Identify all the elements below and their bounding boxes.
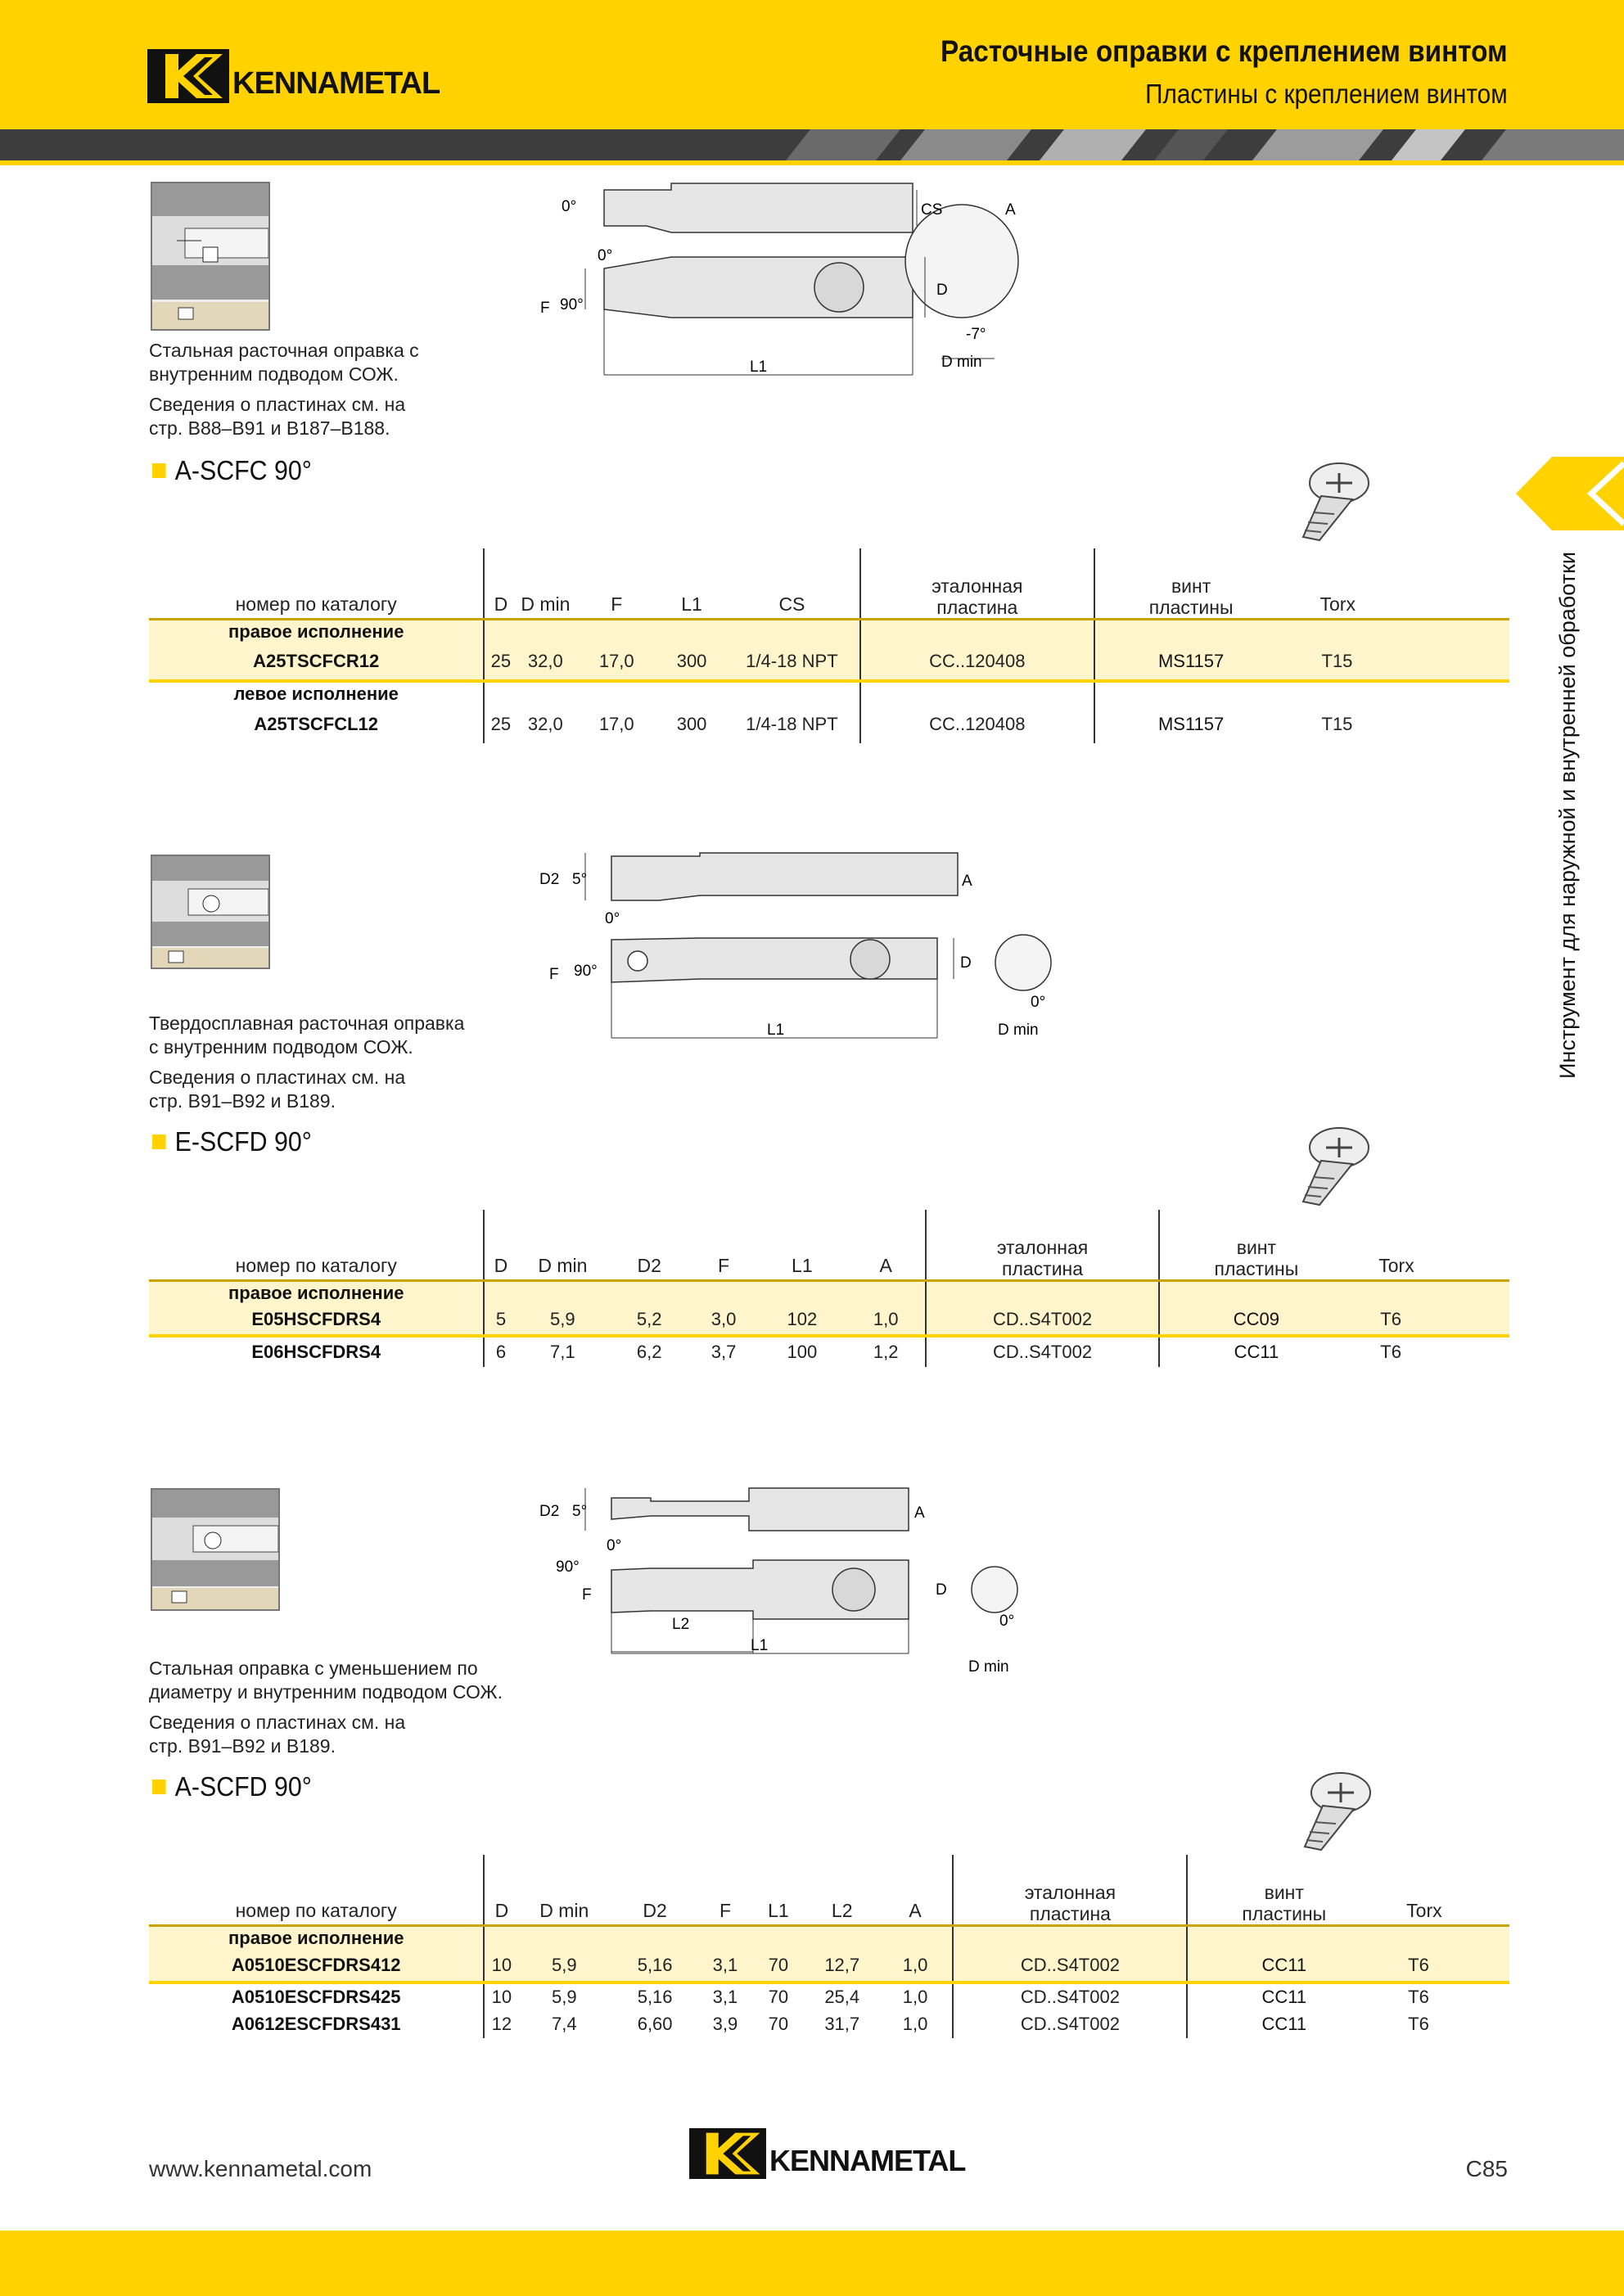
cell-f: 3,1 bbox=[712, 1987, 738, 2007]
section2-description bbox=[149, 1012, 464, 1113]
footer-kennametal-logo bbox=[689, 2128, 965, 2179]
footer-url-link[interactable]: www.kennametal.com bbox=[149, 2156, 372, 2181]
section3-spec-table bbox=[149, 1855, 1509, 2038]
section2-title-text: E-SCFD 90° bbox=[174, 1126, 312, 1157]
page-title: Расточные оправки с креплением винтом bbox=[941, 34, 1508, 68]
side-tab-label: Инструмент для наружной и внутренней обработки bbox=[1555, 552, 1580, 1079]
drawing-label: 0° bbox=[607, 1537, 622, 1554]
boring-bar-thumbnail-1 bbox=[151, 182, 270, 331]
col-header: L1 bbox=[751, 1855, 806, 1925]
catalog-number: A0612ESCFDRS431 bbox=[231, 2014, 401, 2034]
drawing-label: L1 bbox=[751, 1637, 769, 1654]
group-label: правое исполнение bbox=[149, 619, 484, 643]
kennametal-logo bbox=[147, 49, 440, 103]
cell-d: 6 bbox=[484, 1336, 517, 1367]
drawing-label: F bbox=[582, 1586, 592, 1604]
catalog-number: E06HSCFDRS4 bbox=[251, 1342, 381, 1362]
footer-bar bbox=[0, 2231, 1624, 2296]
col-header: D bbox=[484, 1210, 517, 1280]
cell-d: 10 bbox=[484, 1950, 518, 1982]
col-header: F bbox=[690, 1210, 757, 1280]
section3-ref-line: Сведения о пластинах см. на bbox=[149, 1712, 406, 1733]
section2-ref-line: Сведения о пластинах см. на bbox=[149, 1067, 406, 1088]
section1-desc-line: Стальная расточная оправка с bbox=[149, 340, 419, 361]
group-label: правое исполнение bbox=[149, 1280, 484, 1305]
section1-title-text: A-SCFC 90° bbox=[174, 455, 312, 485]
cell-l2: 12,7 bbox=[806, 1950, 878, 1982]
yellow-bullet-icon bbox=[152, 1780, 166, 1794]
group-label: левое исполнение bbox=[233, 683, 399, 704]
drawing-label: 0° bbox=[562, 198, 577, 215]
cell-screw: MS1157 bbox=[1094, 643, 1288, 681]
section3-title-text: A-SCFD 90° bbox=[174, 1771, 312, 1802]
table-row bbox=[149, 1305, 1509, 1336]
section3-description bbox=[149, 1657, 503, 1758]
cell-dmin: 32,0 bbox=[517, 643, 574, 681]
drawing-label: L1 bbox=[767, 1022, 785, 1039]
col-header: эталонная пластина bbox=[953, 1855, 1187, 1925]
boring-bar-thumbnail-2 bbox=[151, 855, 270, 969]
drawing-label: 0° bbox=[1031, 994, 1046, 1011]
drawing-label: D bbox=[960, 954, 972, 972]
drawing-label: A bbox=[962, 873, 972, 890]
side-tab-chevron-icon bbox=[1516, 457, 1624, 530]
cell-insert: CC..120408 bbox=[860, 706, 1094, 743]
cell-screw: CC09 bbox=[1159, 1305, 1352, 1336]
cell-f: 3,0 bbox=[690, 1305, 757, 1336]
cell-d: 12 bbox=[484, 2010, 518, 2038]
col-header: винт пластины bbox=[1159, 1210, 1352, 1280]
cell-insert: CD..S4T002 bbox=[926, 1305, 1160, 1336]
cell-f: 17,0 bbox=[574, 643, 659, 681]
catalog-number: E05HSCFDRS4 bbox=[149, 1305, 484, 1336]
yellow-bullet-icon bbox=[152, 463, 166, 478]
cell-torx: T6 bbox=[1408, 1987, 1429, 2007]
page-number: C85 bbox=[1465, 2156, 1508, 2181]
col-header: A bbox=[847, 1210, 926, 1280]
cell-insert: CD..S4T002 bbox=[926, 1336, 1160, 1367]
col-header: Torx bbox=[1288, 548, 1510, 619]
cell-d2: 6,2 bbox=[636, 1342, 662, 1362]
page-subtitle: Пластины с креплением винтом bbox=[1145, 79, 1508, 109]
section1-description bbox=[149, 339, 419, 440]
cell-cs: 1/4-18 NPT bbox=[746, 714, 838, 734]
cell-d2: 5,2 bbox=[608, 1305, 690, 1336]
cell-insert: CD..S4T002 bbox=[953, 1982, 1187, 2010]
drawing-label: D bbox=[936, 282, 948, 299]
table-row bbox=[149, 1336, 1509, 1367]
col-header: L1 bbox=[757, 1210, 847, 1280]
cell-l2: 31,7 bbox=[824, 2014, 860, 2034]
cell-screw: CC11 bbox=[1187, 2010, 1380, 2038]
drawing-label: D2 bbox=[539, 1503, 560, 1520]
section2-title bbox=[152, 1126, 312, 1157]
cell-screw: CC11 bbox=[1159, 1336, 1352, 1367]
col-header: D2 bbox=[610, 1855, 700, 1925]
cell-torx: T15 bbox=[1288, 643, 1510, 681]
cell-d: 25 bbox=[484, 643, 517, 681]
drawing-label: D bbox=[936, 1581, 947, 1599]
cell-insert: CD..S4T002 bbox=[953, 2010, 1187, 2038]
section1-ref-line: стр. B88–B91 и B187–B188. bbox=[149, 417, 390, 439]
col-header: номер по каталогу bbox=[149, 1855, 484, 1925]
catalog-number: A0510ESCFDRS412 bbox=[149, 1950, 484, 1982]
section1-title bbox=[152, 455, 312, 486]
cell-torx: T6 bbox=[1408, 2014, 1429, 2034]
col-header: L1 bbox=[659, 548, 724, 619]
col-header: D bbox=[484, 548, 517, 619]
cell-dmin: 5,9 bbox=[552, 1987, 577, 2007]
drawing-label: A bbox=[1005, 201, 1016, 219]
cell-d: 25 bbox=[484, 706, 517, 743]
drawing-label: F bbox=[540, 300, 550, 317]
brand-name: KENNAMETAL bbox=[232, 65, 440, 101]
table-row bbox=[149, 2010, 1509, 2038]
col-header: эталонная пластина bbox=[926, 1210, 1160, 1280]
table-row bbox=[149, 1950, 1509, 1982]
cell-a: 1,0 bbox=[902, 1987, 928, 2007]
drawing-label: D2 bbox=[539, 871, 560, 888]
section2-ref-line: стр. B91–B92 и B189. bbox=[149, 1090, 336, 1112]
drawing-label: 90° bbox=[556, 1558, 580, 1576]
col-header: Torx bbox=[1380, 1855, 1509, 1925]
section1-spec-table bbox=[149, 548, 1509, 743]
col-header: A bbox=[878, 1855, 954, 1925]
cell-dmin: 32,0 bbox=[527, 714, 563, 734]
cell-a: 1,0 bbox=[902, 2014, 928, 2034]
cell-dmin: 5,9 bbox=[518, 1950, 610, 1982]
cell-d2: 6,60 bbox=[637, 2014, 673, 2034]
cell-insert: CC..120408 bbox=[860, 643, 1094, 681]
drawing-label: 0° bbox=[999, 1613, 1015, 1630]
boring-bar-thumbnail-3 bbox=[151, 1488, 280, 1611]
section3-technical-drawing bbox=[536, 1480, 1027, 1685]
col-header: F bbox=[574, 548, 659, 619]
cell-torx: T6 bbox=[1380, 1342, 1401, 1362]
brand-name: KENNAMETAL bbox=[769, 2144, 966, 2177]
cell-insert: CD..S4T002 bbox=[953, 1950, 1187, 1982]
col-header: Torx bbox=[1352, 1210, 1509, 1280]
screw-icon bbox=[1285, 458, 1375, 548]
col-header: винт пластины bbox=[1094, 548, 1288, 619]
cell-screw: MS1157 bbox=[1094, 706, 1288, 743]
drawing-label: F bbox=[549, 966, 559, 983]
col-header: CS bbox=[724, 548, 860, 619]
drawing-label: 90° bbox=[560, 296, 584, 314]
drawing-label: CS bbox=[921, 201, 943, 219]
kennametal-k-icon bbox=[147, 49, 229, 103]
cell-d2: 5,16 bbox=[610, 1950, 700, 1982]
drawing-label: D min bbox=[968, 1658, 1009, 1676]
col-header: F bbox=[700, 1855, 751, 1925]
cell-l1: 300 bbox=[659, 643, 724, 681]
cell-a: 1,0 bbox=[878, 1950, 954, 1982]
screw-icon bbox=[1285, 1123, 1375, 1213]
section2-technical-drawing bbox=[536, 848, 1076, 1053]
col-header: D min bbox=[518, 1855, 610, 1925]
cell-l1: 100 bbox=[787, 1342, 818, 1362]
catalog-number: A0510ESCFDRS425 bbox=[231, 1987, 401, 2007]
cell-d: 10 bbox=[484, 1982, 518, 2010]
drawing-label: A bbox=[914, 1504, 925, 1522]
col-header: L2 bbox=[806, 1855, 878, 1925]
cell-dmin: 7,4 bbox=[552, 2014, 577, 2034]
kennametal-k-icon bbox=[689, 2128, 766, 2179]
table-row bbox=[149, 706, 1509, 743]
drawing-label: L1 bbox=[750, 359, 768, 376]
col-header: винт пластины bbox=[1187, 1855, 1380, 1925]
cell-f: 3,1 bbox=[700, 1950, 751, 1982]
cell-f: 3,7 bbox=[710, 1342, 737, 1362]
table-row bbox=[149, 643, 1509, 681]
cell-l1: 300 bbox=[676, 714, 707, 734]
col-header: D bbox=[484, 1855, 518, 1925]
drawing-label: D min bbox=[941, 354, 982, 371]
cell-torx: T6 bbox=[1352, 1305, 1509, 1336]
section1-desc-line: внутренним подводом СОЖ. bbox=[149, 363, 399, 385]
cell-a: 1,0 bbox=[847, 1305, 926, 1336]
yellow-bullet-icon bbox=[152, 1134, 166, 1149]
col-header: D2 bbox=[608, 1210, 690, 1280]
drawing-label: L2 bbox=[672, 1616, 690, 1633]
group-label: правое исполнение bbox=[149, 1925, 484, 1950]
section1-technical-drawing bbox=[540, 178, 1031, 383]
col-header: номер по каталогу bbox=[149, 1210, 484, 1280]
cell-dmin: 5,9 bbox=[517, 1305, 608, 1336]
col-header: номер по каталогу bbox=[149, 548, 484, 619]
drawing-label: 0° bbox=[598, 247, 613, 264]
drawing-label: 0° bbox=[605, 910, 620, 927]
drawing-label: D min bbox=[998, 1022, 1039, 1039]
header-yellow-line bbox=[0, 160, 1624, 165]
screw-icon bbox=[1287, 1768, 1377, 1858]
drawing-label: 5° bbox=[572, 1503, 588, 1520]
table-row bbox=[149, 1982, 1509, 2010]
cell-dmin: 7,1 bbox=[550, 1342, 575, 1362]
cell-l1: 70 bbox=[768, 1987, 789, 2007]
cell-torx: T15 bbox=[1321, 714, 1353, 734]
cell-l2: 25,4 bbox=[824, 1987, 860, 2007]
col-header: эталонная пластина bbox=[860, 548, 1094, 619]
drawing-label: 90° bbox=[574, 963, 598, 980]
cell-d: 5 bbox=[484, 1305, 517, 1336]
cell-screw: CC11 bbox=[1187, 1950, 1380, 1982]
cell-l1: 70 bbox=[768, 2014, 789, 2034]
cell-a: 1,2 bbox=[873, 1342, 899, 1362]
cell-f: 3,9 bbox=[712, 2014, 738, 2034]
section3-desc-line: Стальная оправка с уменьшением по bbox=[149, 1658, 478, 1679]
drawing-label: -7° bbox=[966, 326, 986, 343]
catalog-number: A25TSCFCL12 bbox=[254, 714, 378, 734]
cell-f: 17,0 bbox=[598, 714, 634, 734]
section2-spec-table bbox=[149, 1210, 1509, 1367]
catalog-number: A25TSCFCR12 bbox=[149, 643, 484, 681]
section3-desc-line: диаметру и внутренним подводом СОЖ. bbox=[149, 1681, 503, 1703]
cell-screw: CC11 bbox=[1187, 1982, 1380, 2010]
drawing-label: 5° bbox=[572, 871, 588, 888]
col-header: D min bbox=[517, 1210, 608, 1280]
cell-d2: 5,16 bbox=[637, 1987, 673, 2007]
section2-desc-line: Твердосплавная расточная оправка bbox=[149, 1013, 465, 1034]
cell-l1: 70 bbox=[751, 1950, 806, 1982]
section3-ref-line: стр. B91–B92 и B189. bbox=[149, 1735, 336, 1757]
cell-cs: 1/4-18 NPT bbox=[724, 643, 860, 681]
header-stripe bbox=[0, 129, 1624, 160]
section3-title bbox=[152, 1771, 312, 1802]
cell-torx: T6 bbox=[1380, 1950, 1509, 1982]
section1-ref-line: Сведения о пластинах см. на bbox=[149, 394, 406, 415]
section2-desc-line: с внутренним подводом СОЖ. bbox=[149, 1036, 413, 1058]
col-header: D min bbox=[517, 548, 574, 619]
cell-l1: 102 bbox=[757, 1305, 847, 1336]
